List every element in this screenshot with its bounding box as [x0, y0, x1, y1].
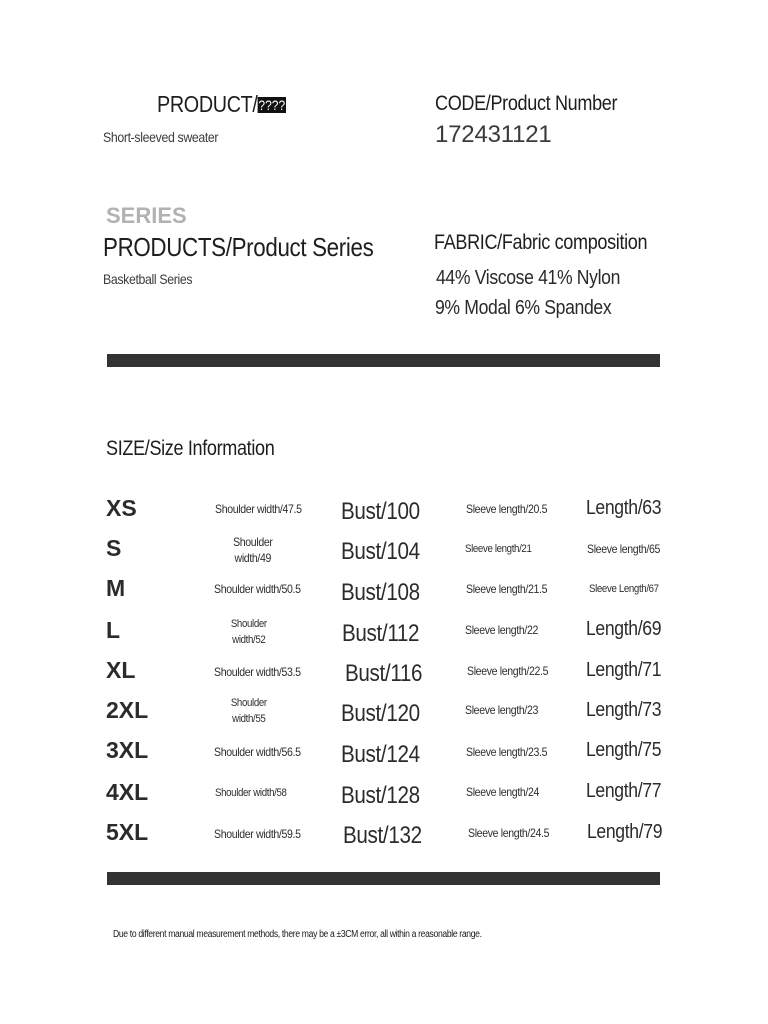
fabric-line-1: 44% Viscose 41% Nylon	[436, 267, 621, 289]
bust-cell: Bust/116	[345, 660, 423, 687]
bust-cell: Bust/104	[341, 538, 420, 565]
measurement-disclaimer: Due to different manual measurement methods, there may be a ±3CM error, all within a reasonable range.	[113, 929, 482, 940]
size-code: 5XL	[106, 819, 149, 845]
product-heading-prefix: PRODUCT/	[157, 91, 258, 117]
bust-cell: Bust/100	[341, 498, 420, 525]
length-cell: Length/73	[586, 699, 662, 721]
bust-cell: Bust/112	[342, 620, 420, 647]
series-name: Basketball Series	[103, 271, 193, 287]
size-code: M	[106, 575, 126, 601]
sleeve-cell: Sleeve length/23	[465, 703, 539, 717]
length-cell: Sleeve length/65	[587, 542, 661, 556]
fabric-heading: FABRIC/Fabric composition	[434, 231, 648, 254]
sleeve-cell: Sleeve length/21	[465, 543, 532, 555]
length-cell: Sleeve Length/67	[589, 583, 659, 595]
sleeve-cell: Sleeve length/22	[465, 623, 539, 637]
size-code: XS	[106, 495, 137, 521]
shoulder-cell: Shoulder width/49	[233, 535, 273, 565]
product-number: 172431121	[435, 121, 552, 148]
shoulder-cell: Shoulder width/52	[230, 618, 267, 646]
divider-bar-bottom	[107, 872, 660, 885]
shoulder-cell: Shoulder width/47.5	[215, 502, 302, 516]
shoulder-cell: Shoulder width/58	[215, 787, 287, 799]
sleeve-cell: Sleeve length/23.5	[466, 745, 548, 759]
size-code: S	[106, 535, 122, 561]
length-cell: Length/79	[587, 821, 663, 843]
size-code: 3XL	[106, 737, 149, 763]
size-code: XL	[106, 657, 136, 683]
size-code: L	[106, 617, 121, 643]
divider-bar-top	[107, 354, 660, 367]
length-cell: Length/77	[586, 780, 662, 802]
series-label: SERIES	[106, 203, 187, 228]
series-heading: PRODUCTS/Product Series	[103, 232, 374, 262]
size-code: 4XL	[106, 779, 149, 805]
length-cell: Length/75	[586, 739, 662, 761]
sleeve-cell: Sleeve length/22.5	[467, 664, 549, 678]
length-cell: Length/71	[586, 659, 662, 681]
sleeve-cell: Sleeve length/24	[466, 785, 540, 799]
length-cell: Length/69	[586, 618, 662, 640]
sleeve-cell: Sleeve length/20.5	[466, 502, 548, 516]
sleeve-cell: Sleeve length/24.5	[468, 826, 550, 840]
code-heading: CODE/Product Number	[435, 92, 618, 115]
size-heading: SIZE/Size Information	[106, 437, 275, 460]
shoulder-cell: Shoulder width/50.5	[214, 582, 301, 596]
shoulder-cell: Shoulder width/55	[230, 697, 267, 725]
shoulder-cell: Shoulder width/53.5	[214, 665, 301, 679]
bust-cell: Bust/128	[341, 782, 420, 809]
shoulder-cell: Shoulder width/56.5	[214, 745, 301, 759]
size-code: 2XL	[106, 697, 149, 723]
length-cell: Length/63	[586, 497, 662, 519]
bust-cell: Bust/124	[341, 741, 420, 768]
bust-cell: Bust/132	[343, 822, 422, 849]
bust-cell: Bust/120	[341, 700, 420, 727]
fabric-line-2: 9% Modal 6% Spandex	[435, 297, 612, 319]
bust-cell: Bust/108	[341, 579, 420, 606]
shoulder-cell: Shoulder width/59.5	[214, 827, 301, 841]
product-heading	[157, 91, 286, 118]
product-name: Short-sleeved sweater	[103, 129, 219, 145]
sleeve-cell: Sleeve length/21.5	[466, 582, 548, 596]
product-heading-suffix: ????	[258, 97, 286, 113]
